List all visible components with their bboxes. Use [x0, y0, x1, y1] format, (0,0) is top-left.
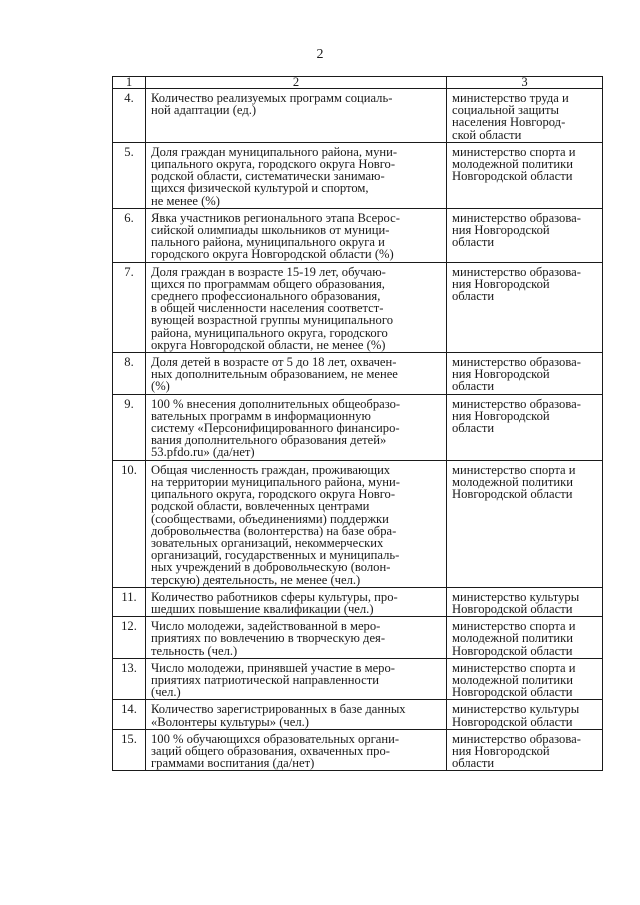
- responsible-text: министерство образова- ния Новгородской области: [452, 210, 581, 250]
- responsible-cell: [447, 142, 603, 208]
- indicator-text: Явка участников регионального этапа Всерос- сийской олимпиады школьников от муници- пального района, муниципального округа и городского округа Новгородской области (%): [151, 210, 400, 262]
- row-number: 6.: [113, 208, 146, 262]
- responsible-cell: [447, 394, 603, 460]
- row-number: 11.: [113, 587, 146, 616]
- row-number: 5.: [113, 142, 146, 208]
- row-number: 15.: [113, 729, 146, 771]
- row-number: 10.: [113, 460, 146, 587]
- responsible-text: министерство образова- ния Новгородской области: [452, 731, 581, 771]
- indicator-text: Количество зарегистрированных в базе данных «Волонтеры культуры» (чел.): [151, 702, 406, 729]
- indicators-table: [112, 76, 603, 771]
- responsible-text: министерство культуры Новгородской области: [452, 702, 580, 729]
- responsible-text: министерство труда и социальной защиты населения Новгород- ской области: [452, 91, 569, 142]
- indicator-cell: [146, 142, 447, 208]
- table-row: [113, 460, 603, 587]
- table-row: [113, 587, 603, 616]
- row-number: 14.: [113, 700, 146, 729]
- table-row: [113, 617, 603, 659]
- table-row: [113, 729, 603, 771]
- responsible-text: министерство спорта и молодежной политики Новгородской области: [452, 619, 576, 658]
- table-row: [113, 142, 603, 208]
- responsible-cell: [447, 587, 603, 616]
- indicator-cell: [146, 587, 447, 616]
- indicator-cell: [146, 658, 447, 700]
- indicator-text: Доля детей в возрасте от 5 до 18 лет, охвачен- ных дополнительным образованием, не менее (%): [151, 355, 398, 394]
- responsible-cell: [447, 729, 603, 771]
- indicator-cell: [146, 617, 447, 659]
- responsible-text: министерство образова- ния Новгородской области: [452, 264, 581, 304]
- indicator-cell: [146, 262, 447, 352]
- table-row: [113, 394, 603, 460]
- table-row: [113, 208, 603, 262]
- responsible-text: министерство образова- ния Новгородской области: [452, 396, 581, 436]
- table-header-row: [113, 77, 603, 89]
- responsible-cell: [447, 353, 603, 395]
- row-number: 4.: [113, 89, 146, 143]
- indicator-text: Доля граждан муниципального района, муни- ципального округа, городского округа Новго- родской области, систематически занимаю- щихся физической культурой и спортом, не менее (%): [151, 144, 398, 208]
- responsible-text: министерство образова- ния Новгородской области: [452, 355, 581, 394]
- table-row: [113, 700, 603, 729]
- indicator-cell: [146, 700, 447, 729]
- responsible-cell: [447, 658, 603, 700]
- indicator-cell: [146, 208, 447, 262]
- indicator-text: Количество реализуемых программ социаль- ной адаптации (ед.): [151, 91, 393, 118]
- page-number: 2: [316, 47, 324, 62]
- table-body: [113, 77, 603, 771]
- responsible-cell: [447, 89, 603, 143]
- table-row: [113, 262, 603, 352]
- responsible-cell: [447, 617, 603, 659]
- responsible-text: министерство культуры Новгородской области: [452, 589, 580, 616]
- row-number: 9.: [113, 394, 146, 460]
- responsible-cell: [447, 700, 603, 729]
- column-header-responsible: 3: [447, 77, 603, 89]
- responsible-text: министерство спорта и молодежной политики Новгородской области: [452, 660, 576, 700]
- indicator-text: 100 % обучающихся образовательных органи- заций общего образования, охваченных про- граммами воспитания (да/нет): [151, 731, 400, 771]
- indicator-text: Количество работников сферы культуры, про- шедших повышение квалификации (чел.): [151, 589, 398, 616]
- indicator-text: Общая численность граждан, проживающих на территории муниципального района, муни- ципального округа, городского округа Новго- родской области, вовлеченных центрами (сообществами, объединениями) поддержки добровольчества (волонтерства) на базе обра- зовательных организаций, некоммерческих организаций, государственных и муниципаль- ных учреждений в добровольческую (волон- терскую) деятельность, не менее (чел.): [151, 462, 400, 587]
- indicator-text: Число молодежи, задействованной в меро- приятиях по вовлечению в творческую дея- тельность (чел.): [151, 619, 386, 658]
- responsible-cell: [447, 262, 603, 352]
- table-row: [113, 353, 603, 395]
- table-row: [113, 658, 603, 700]
- indicator-cell: [146, 394, 447, 460]
- responsible-cell: [447, 460, 603, 587]
- column-header-number: 1: [113, 77, 146, 89]
- responsible-text: министерство спорта и молодежной политики Новгородской области: [452, 144, 576, 184]
- row-number: 12.: [113, 617, 146, 659]
- row-number: 7.: [113, 262, 146, 352]
- indicator-cell: [146, 353, 447, 395]
- responsible-cell: [447, 208, 603, 262]
- indicator-text: 100 % внесения дополнительных общеобразо- вательных программ в информационную систему «Персонифицированного финансиро- вания дополнительного образования детей» 53.pfdo.ru» (да/нет): [151, 396, 401, 460]
- indicator-cell: [146, 729, 447, 771]
- indicator-cell: [146, 89, 447, 143]
- table-row: [113, 89, 603, 143]
- indicator-text: Число молодежи, принявшей участие в меро- приятиях патриотической направленности (чел.): [151, 660, 395, 700]
- responsible-text: министерство спорта и молодежной политики Новгородской области: [452, 462, 576, 502]
- column-header-indicator: 2: [146, 77, 447, 89]
- row-number: 13.: [113, 658, 146, 700]
- row-number: 8.: [113, 353, 146, 395]
- indicator-text: Доля граждан в возрасте 15-19 лет, обучаю- щихся по программам общего образования, среднего профессионального образования, в общей численности населения соответст- вующей возрастной группы муниципального района, муниципального округа, городского округа Новгородской области, не менее (%): [151, 264, 393, 352]
- indicator-cell: [146, 460, 447, 587]
